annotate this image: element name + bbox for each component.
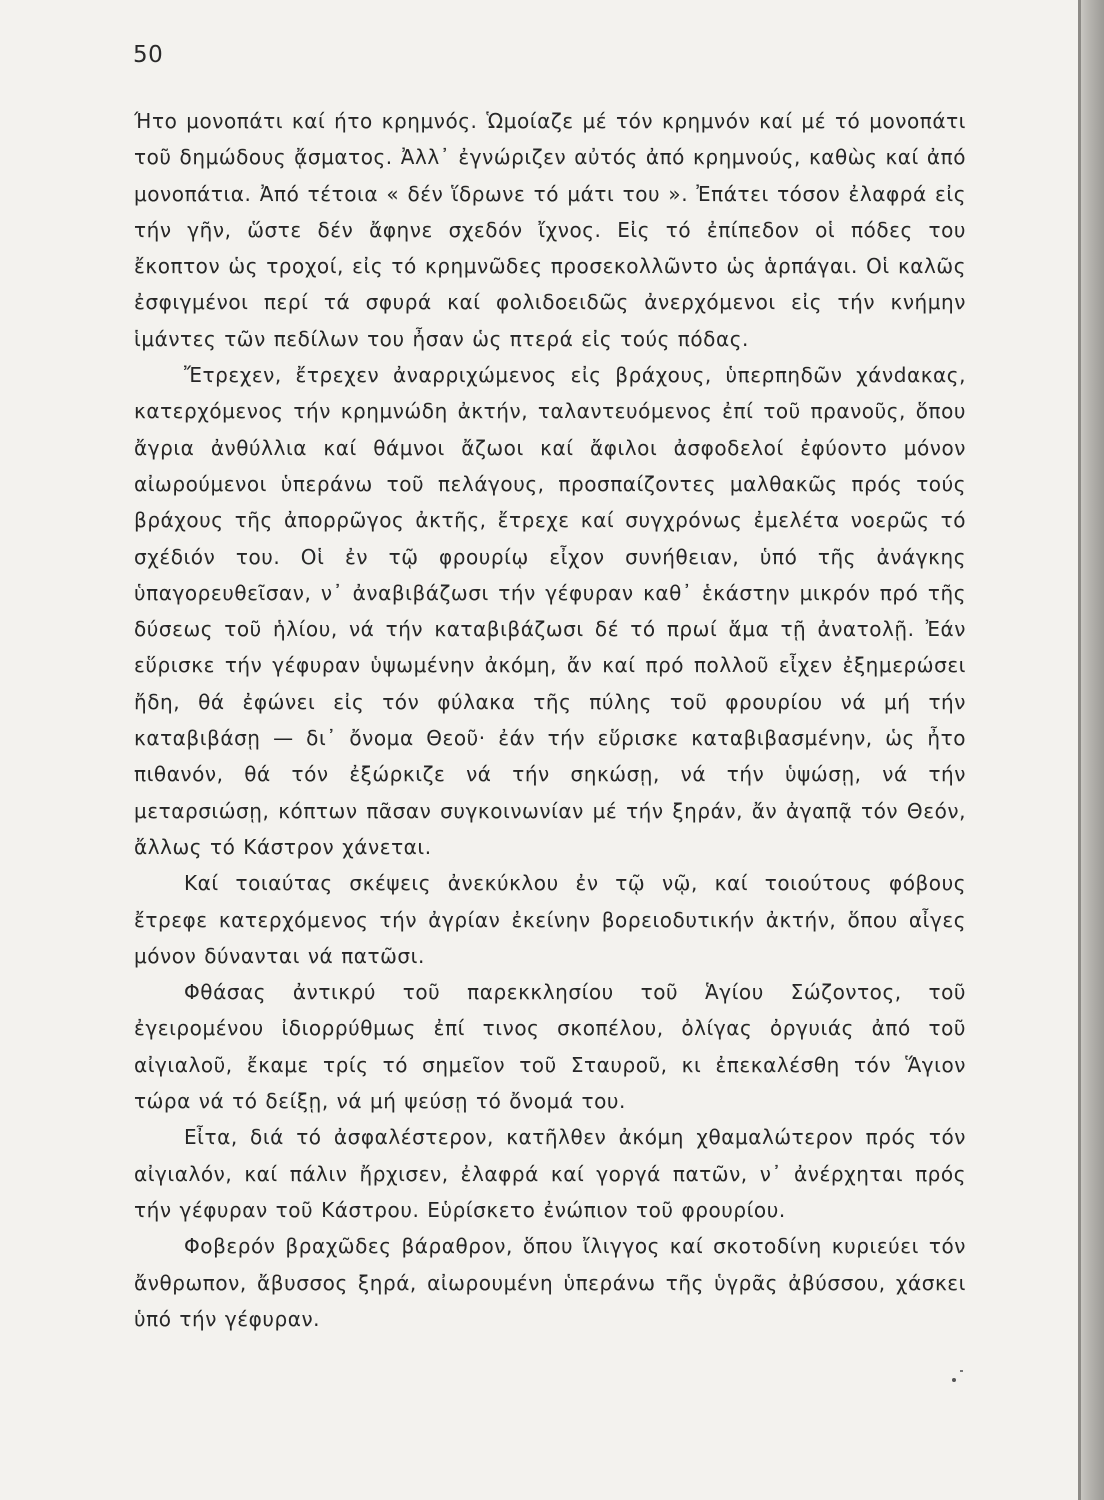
body-text [134, 103, 966, 1337]
paragraph-3: Καί τοιαύτας σκέψεις ἀνεκύκλου ἐν τῷ νῷ, καί τοιούτους φόβους ἔτρεφε κατερχόμενος τήν ἀγρίαν ἐκείνην βορειοδυτικήν ἀκτήν, ὅπου αἶγες μόνον δύνανται νά πατῶσι. [134, 871, 966, 968]
page-edge-shadow [1078, 0, 1104, 1500]
paragraph-4: Φθάσας ἀντικρύ τοῦ παρεκκλησίου τοῦ Ἁγίου Σώζοντος, τοῦ ἐγειρομένου ἰδιορρύθμως ἐπί τινος σκοπέλου, ὀλίγας ὀργυιάς ἀπό τοῦ αἰγιαλοῦ, ἔκαμε τρίς τό σημεῖον τοῦ Σταυροῦ, κι ἐπεκαλέσθη τόν Ἅγιον τώρα νά τό δείξῃ, νά μή ψεύσῃ τό ὄνομά του. [134, 980, 966, 1114]
page-number: 50 [133, 42, 164, 68]
ink-speck [960, 1370, 963, 1372]
paragraph-6: Φοβερόν βραχῶδες βάραθρον, ὅπου ἴλιγγος καί σκοτοδίνη κυριεύει τόν ἄνθρωπον, ἄβυσσος ξηρά, αἰωρουμένη ὑπεράνω τῆς ὑγρᾶς ἀβύσσου, χάσκει ὑπό τήν γέφυραν. [134, 1234, 966, 1331]
paragraph-5: Εἶτα, διά τό ἀσφαλέστερον, κατῆλθεν ἀκόμη χθαμαλώτερον πρός τόν αἰγιαλόν, καί πάλιν ἤρχισεν, ἐλαφρά καί γοργά πατῶν, ν᾿ ἀνέρχηται πρός τήν γέφυραν τοῦ Κάστρου. Εὑρίσκετο ἐνώπιον τοῦ φρουρίου. [134, 1125, 966, 1222]
ink-speck [952, 1378, 956, 1382]
paragraph-1: Ήτο μονοπάτι καί ήτο κρημνός. Ὡμοίαζε μέ τόν κρημνόν καί μέ τό μονοπάτι τοῦ δημώδους ᾄσματος. Ἀλλ᾿ ἐγνώριζεν αὐτός ἀπό κρημνούς, καθὼς καί ἀπό μονοπάτια. Ἀπό τέτοια « δέν ἵδρωνε τό μάτι του ». Ἐπάτει τόσον ἐλαφρά εἰς τήν γῆν, ὥστε δέν ἄφηνε σχεδόν ἴχνος. Εἰς τό ἐπίπεδον οἱ πόδες του ἔκοπτον ὡς τροχοί, εἰς τό κρημνῶδες προσεκολλῶντο ὡς ἁρπάγαι. Οἱ καλῶς ἐσφιγμένοι περί τά σφυρά καί φολιδοειδῶς ἀνερχόμενοι εἰς τήν κνήμην ἱμάντες τῶν πεδίλων του ἦσαν ὡς πτερά εἰς τούς πόδας. [134, 109, 966, 351]
paragraph-2: Ἔτρεχεν, ἔτρεχεν ἀναρριχώμενος εἰς βράχους, ὑπερπηδῶν χάνdακας, κατερχόμενος τήν κρημνώδη ἀκτήν, ταλαντευόμενος ἐπί τοῦ πρανοῦς, ὅπου ἄγρια ἀνθύλλια καί θάμνοι ἄζωοι καί ἄφιλοι ἀσφοδελοί ἐφύοντο μόνον αἰωρούμενοι ὑπεράνω τοῦ πελάγους, προσπαίζοντες μαλθακῶς πρός τούς βράχους τῆς ἀπορρῶγος ἀκτῆς, ἔτρεχε καί συγχρόνως ἐμελέτα νοερῶς τό σχέδιόν του. Οἱ ἐν τῷ φρουρίῳ εἶχον συνήθειαν, ὑπό τῆς ἀνάγκης ὑπαγορευθεῖσαν, ν᾿ ἀναβιβάζωσι τήν γέφυραν καθ᾿ ἑκάστην μικρόν πρό τῆς δύσεως τοῦ ἡλίου, νά τήν καταβιβάζωσι δέ τό πρωί ἅμα τῇ ἀνατολῇ. Ἐάν εὕρισκε τήν γέφυραν ὑψωμένην ἀκόμη, ἄν καί πρό πολλοῦ εἶχεν ἐξημερώσει ἤδη, θά ἐφώνει εἰς τόν φύλακα τῆς πύλης τοῦ φρουρίου νά μή τήν καταβιβάσῃ — δι᾿ ὄνομα Θεοῦ· ἐάν τήν εὕρισκε καταβιβασμένην, ὡς ἦτο πιθανόν, θά τόν ἐξώρκιζε νά τήν σηκώσῃ, νά τήν ὑψώσῃ, νά τήν μεταρσιώσῃ, κόπτων πᾶσαν συγκοινωνίαν μέ τήν ξηράν, ἄν ἀγαπᾷ τόν Θεόν, ἄλλως τό Κάστρον χάνεται. [134, 363, 966, 859]
